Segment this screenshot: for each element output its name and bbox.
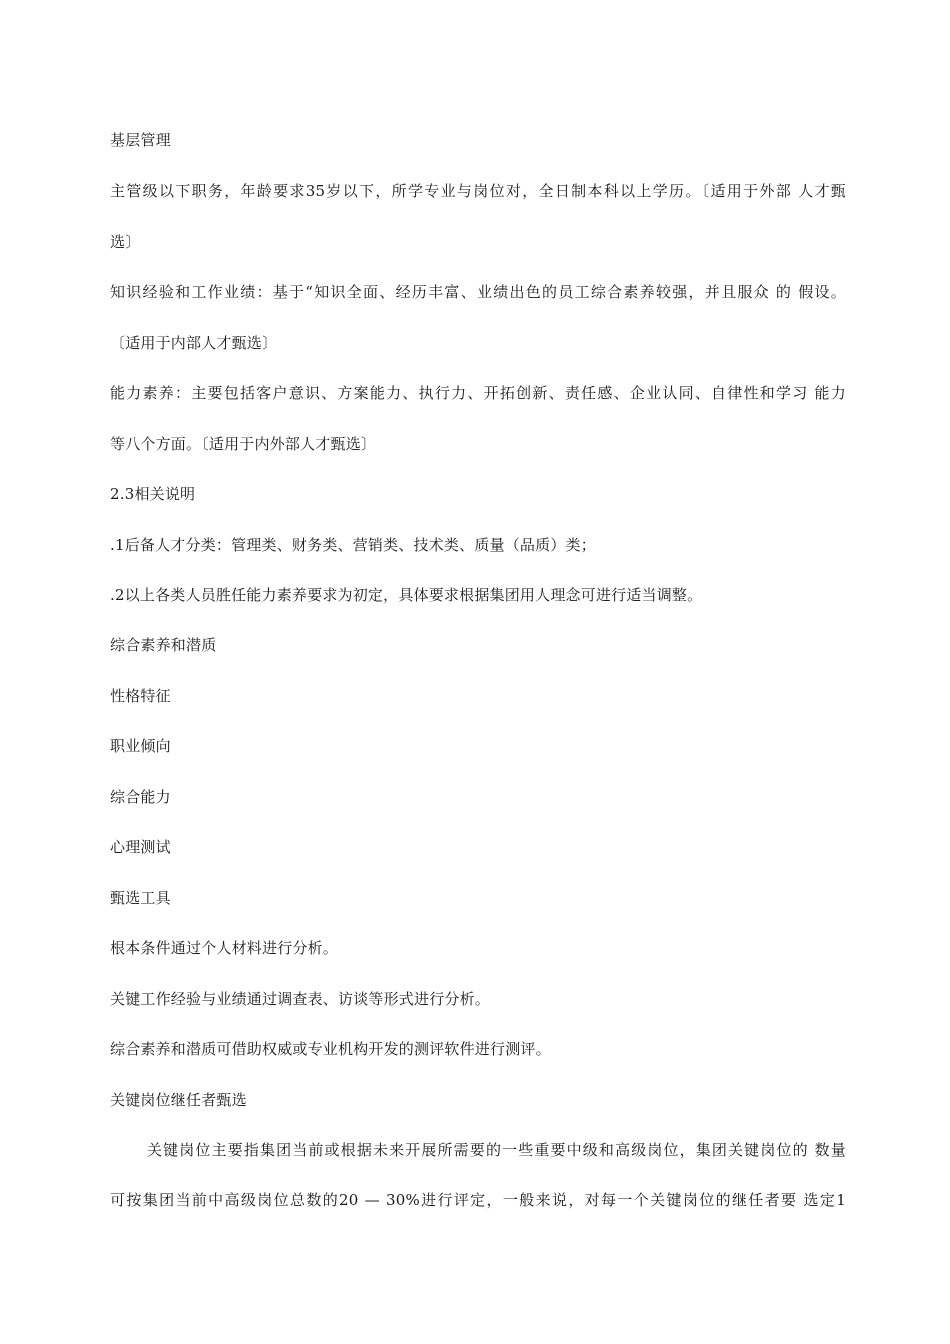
- paragraph-line: .1后备人才分类：管理类、财务类、营销类、技术类、质量（品质）类；: [110, 536, 596, 554]
- paragraph-line: 主管级以下职务，年龄要求35岁以下，所学专业与岗位对，全日制本科以上学历。〔适用于外部 人才甄: [110, 182, 846, 200]
- list-item: 心理测试: [110, 838, 171, 856]
- heading-selection-tools: 甄选工具: [110, 889, 171, 907]
- heading-related-notes: 2.3相关说明: [110, 485, 196, 503]
- list-item: 职业倾向: [110, 737, 171, 755]
- paragraph-line: 根本条件通过个人材料进行分析。: [110, 939, 339, 957]
- list-item: 综合能力: [110, 788, 171, 806]
- paragraph-line: .2以上各类人员胜任能力素养要求为初定，具体要求根据集团用人理念可进行适当调整。: [110, 586, 703, 604]
- paragraph-line: 选〕: [110, 233, 141, 251]
- paragraph-line: 关键工作经验与业绩通过调查表、访谈等形式进行分析。: [110, 990, 491, 1008]
- heading-basic-management: 基层管理: [110, 131, 171, 149]
- paragraph-line: 可按集团当前中高级岗位总数的20 — 30%进行评定，一般来说，对每一个关键岗位的继任者要 选定1: [110, 1191, 846, 1209]
- paragraph-line: 综合素养和潜质可借助权威或专业机构开发的测评软件进行测评。: [110, 1040, 551, 1058]
- paragraph-line: 等八个方面。〔适用于内外部人才甄选〕: [110, 435, 377, 453]
- paragraph-line: 知识经验和工作业绩：基于“知识全面、经历丰富、业绩出色的员工综合素养较强，并且服众 的 假设。: [110, 283, 846, 301]
- list-item: 综合素养和潜质: [110, 636, 217, 654]
- paragraph-line: 能力素养：主要包括客户意识、方案能力、执行力、开拓创新、责任感、企业认同、自律性和学习 能力: [110, 384, 846, 402]
- list-item: 性格特征: [110, 687, 171, 705]
- paragraph-line: 关键岗位主要指集团当前或根据未来开展所需要的一些重要中级和高级岗位，集团关键岗位的 数量: [147, 1141, 846, 1159]
- heading-key-position-successor: 关键岗位继任者甄选: [110, 1091, 247, 1109]
- document-page: [110, 0, 850, 1344]
- paragraph-line: 〔适用于内部人才甄选〕: [110, 334, 278, 352]
